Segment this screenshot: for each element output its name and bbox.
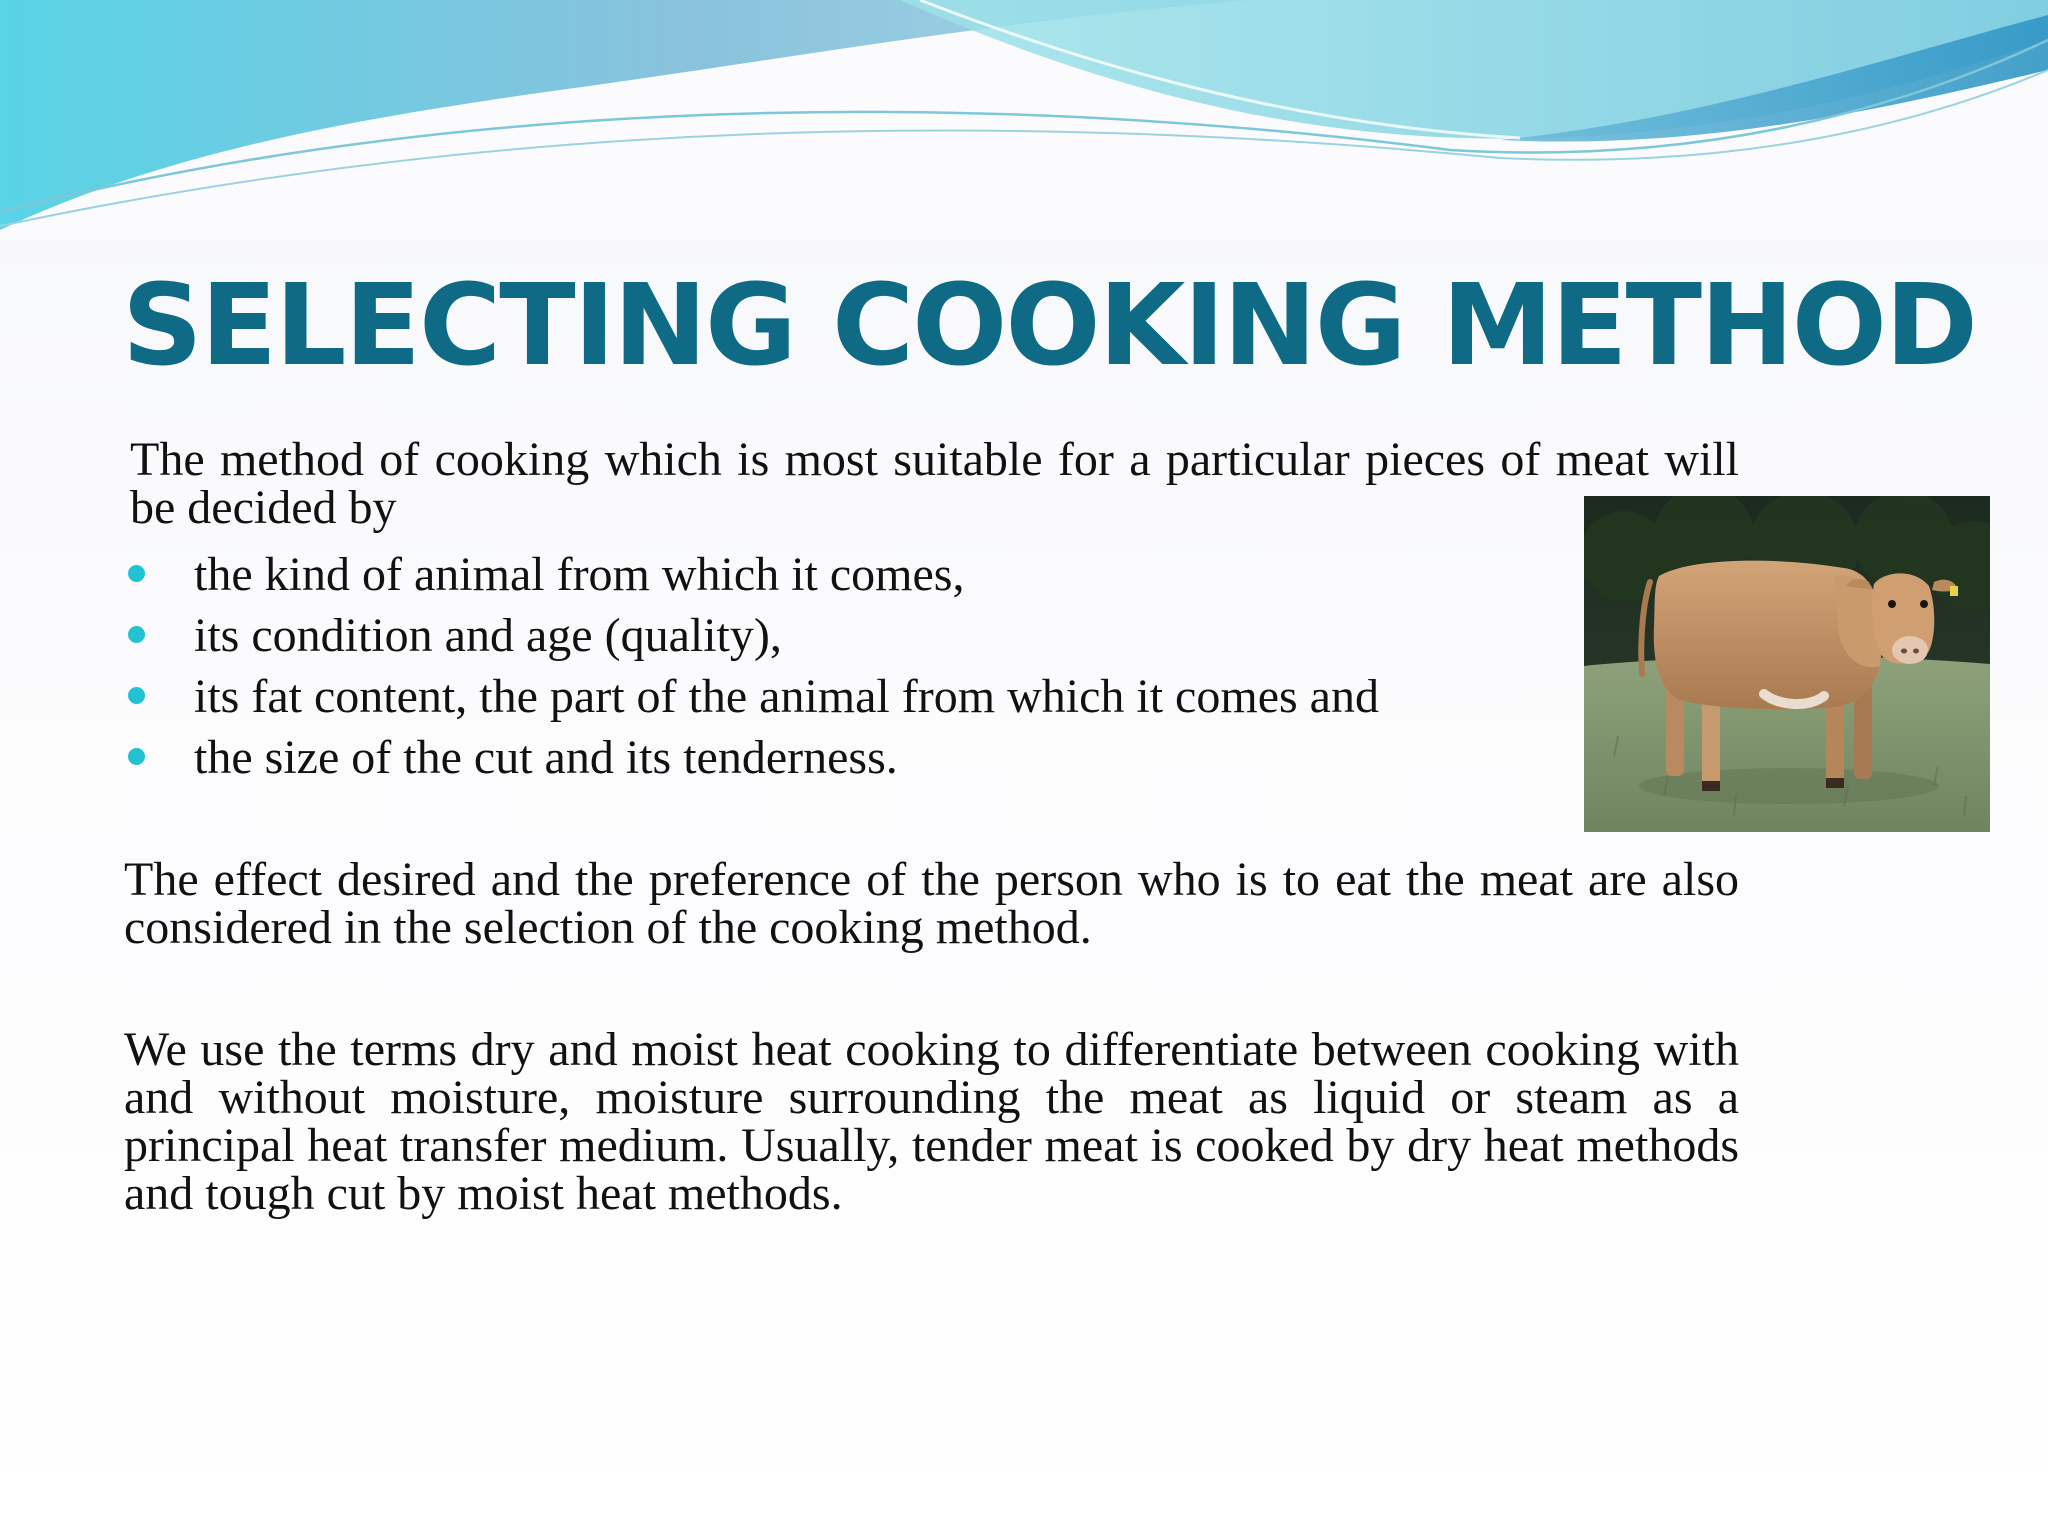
bullet-item xyxy=(124,544,1739,605)
bullet-list xyxy=(124,544,1739,788)
slide-body xyxy=(124,433,1739,1220)
bullet-text: the kind of animal from which it comes, xyxy=(194,548,965,601)
bullet-text: its condition and age (quality), xyxy=(194,609,782,662)
bullet-item xyxy=(124,666,1739,727)
bullet-dot-icon xyxy=(128,687,145,704)
bullet-item xyxy=(124,727,1739,788)
bullet-dot-icon xyxy=(128,748,145,765)
bullet-text: its fat content, the part of the animal from which it comes and xyxy=(194,670,1379,723)
bullet-dot-icon xyxy=(128,626,145,643)
cow-photo xyxy=(1584,496,1990,832)
bullet-item xyxy=(124,605,1739,666)
intro-text: The method of cooking which is most suitable for a particular pieces of meat will be decided by xyxy=(130,433,1739,534)
bullet-text: the size of the cut and its tenderness. xyxy=(194,731,898,784)
paragraph-effect: The effect desired and the preference of the person who is to eat the meat are also considered in the selection of the cooking method. xyxy=(124,853,1739,954)
slide-title: SELECTING COOKING METHOD xyxy=(122,261,1976,391)
wave-header-decoration xyxy=(0,0,2048,240)
paragraph-terms: We use the terms dry and moist heat cooking to differentiate between cooking with and without moisture, moisture surrounding the meat as liquid or steam as a principal heat transfer medium. Usually, tender meat is cooked by dry heat methods and tough cut by moist heat methods. xyxy=(124,1023,1739,1220)
bullet-dot-icon xyxy=(128,565,145,582)
